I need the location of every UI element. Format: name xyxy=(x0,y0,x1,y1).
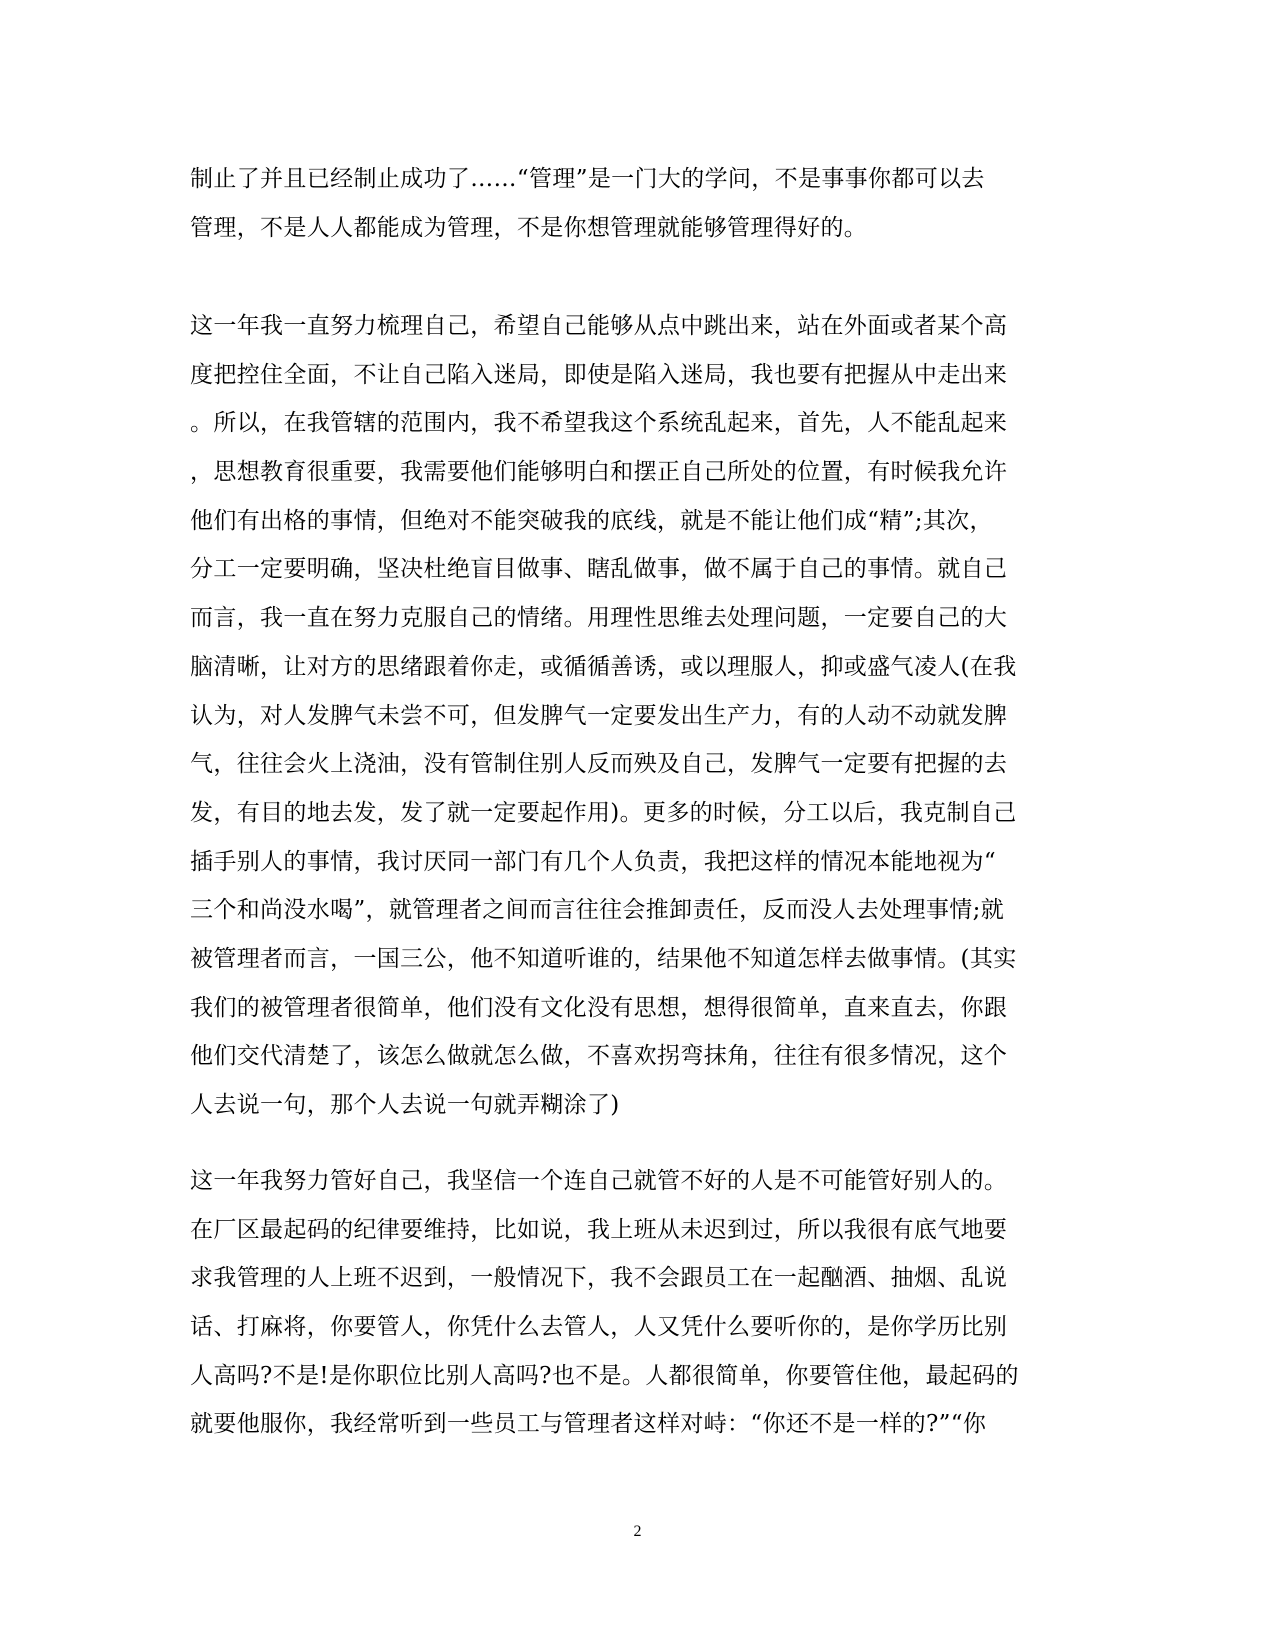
text-line: 就要他服你，我经常听到一些员工与管理者这样对峙：“你还不是一样的?”“你 xyxy=(190,1411,987,1438)
paragraph xyxy=(190,1157,1090,1449)
paragraph xyxy=(190,302,1090,1130)
text-line: 制止了并且已经制止成功了……“管理”是一门大的学问，不是事事你都可以去 xyxy=(190,166,985,192)
text-line: 认为，对人发脾气未尝不可，但发脾气一定要发出生产力，有的人动不动就发脾 xyxy=(190,702,1008,729)
page-number: 2 xyxy=(633,1523,642,1540)
text-line: 三个和尚没水喝”，就管理者之间而言往往会推卸责任，反而没人去处理事情;就 xyxy=(190,897,1005,924)
text-line: 。所以，在我管辖的范围内，我不希望我这个系统乱起来，首先，人不能乱起来 xyxy=(190,410,1008,437)
text-line: 人高吗?不是!是你职位比别人高吗?也不是。人都很简单，你要管住他，最起码的 xyxy=(190,1362,1019,1389)
text-line: 他们交代清楚了，该怎么做就怎么做，不喜欢拐弯抹角，往往有很多情况，这个 xyxy=(190,1043,1008,1070)
text-line: 我们的被管理者很简单，他们没有文化没有思想，想得很简单，直来直去，你跟 xyxy=(190,994,1008,1021)
text-line: 这一年我努力管好自己，我坚信一个连自己就管不好的人是不可能管好别人的。 xyxy=(190,1168,1008,1194)
text-line: 话、打麻将，你要管人，你凭什么去管人，人又凭什么要听你的，是你学历比别 xyxy=(190,1314,1008,1341)
text-line: 发，有目的地去发，发了就一定要起作用)。更多的时候，分工以后，我克制自己 xyxy=(190,799,1017,826)
text-line: 这一年我一直努力梳理自己，希望自己能够从点中跳出来，站在外面或者某个高 xyxy=(190,313,1008,339)
text-line: 脑清晰，让对方的思绪跟着你走，或循循善诱，或以理服人，抑或盛气凌人(在我 xyxy=(190,653,1017,680)
text-line: 度把控住全面，不让自己陷入迷局，即使是陷入迷局，我也要有把握从中走出来 xyxy=(190,361,1008,388)
text-line: 管理，不是人人都能成为管理，不是你想管理就能够管理得好的。 xyxy=(190,214,868,241)
text-line: 插手别人的事情，我讨厌同一部门有几个人负责，我把这样的情况本能地视为“ xyxy=(190,848,997,875)
text-line: 而言，我一直在努力克服自己的情绪。用理性思维去处理问题，一定要自己的大 xyxy=(190,605,1008,632)
text-line: 人去说一句，那个人去说一句就弄糊涂了) xyxy=(190,1092,620,1118)
text-line: 在厂区最起码的纪律要维持，比如说，我上班从未迟到过，所以我很有底气地要 xyxy=(190,1216,1008,1243)
text-line: 分工一定要明确，坚决杜绝盲目做事、瞎乱做事，做不属于自己的事情。就自己 xyxy=(190,556,1008,583)
text-line: 被管理者而言，一国三公，他不知道听谁的，结果他不知道怎样去做事情。(其实 xyxy=(190,945,1017,972)
text-line: 求我管理的人上班不迟到，一般情况下，我不会跟员工在一起酗酒、抽烟、乱说 xyxy=(190,1265,1008,1292)
text-line: ，思想教育很重要，我需要他们能够明白和摆正自己所处的位置，有时候我允许 xyxy=(190,459,1008,486)
text-line: 气，往往会火上浇油，没有管制住别人反而殃及自己，发脾气一定要有把握的去 xyxy=(190,751,1008,778)
text-line: 他们有出格的事情，但绝对不能突破我的底线，就是不能让他们成“精”;其次， xyxy=(190,507,993,534)
paragraph xyxy=(190,155,1090,252)
